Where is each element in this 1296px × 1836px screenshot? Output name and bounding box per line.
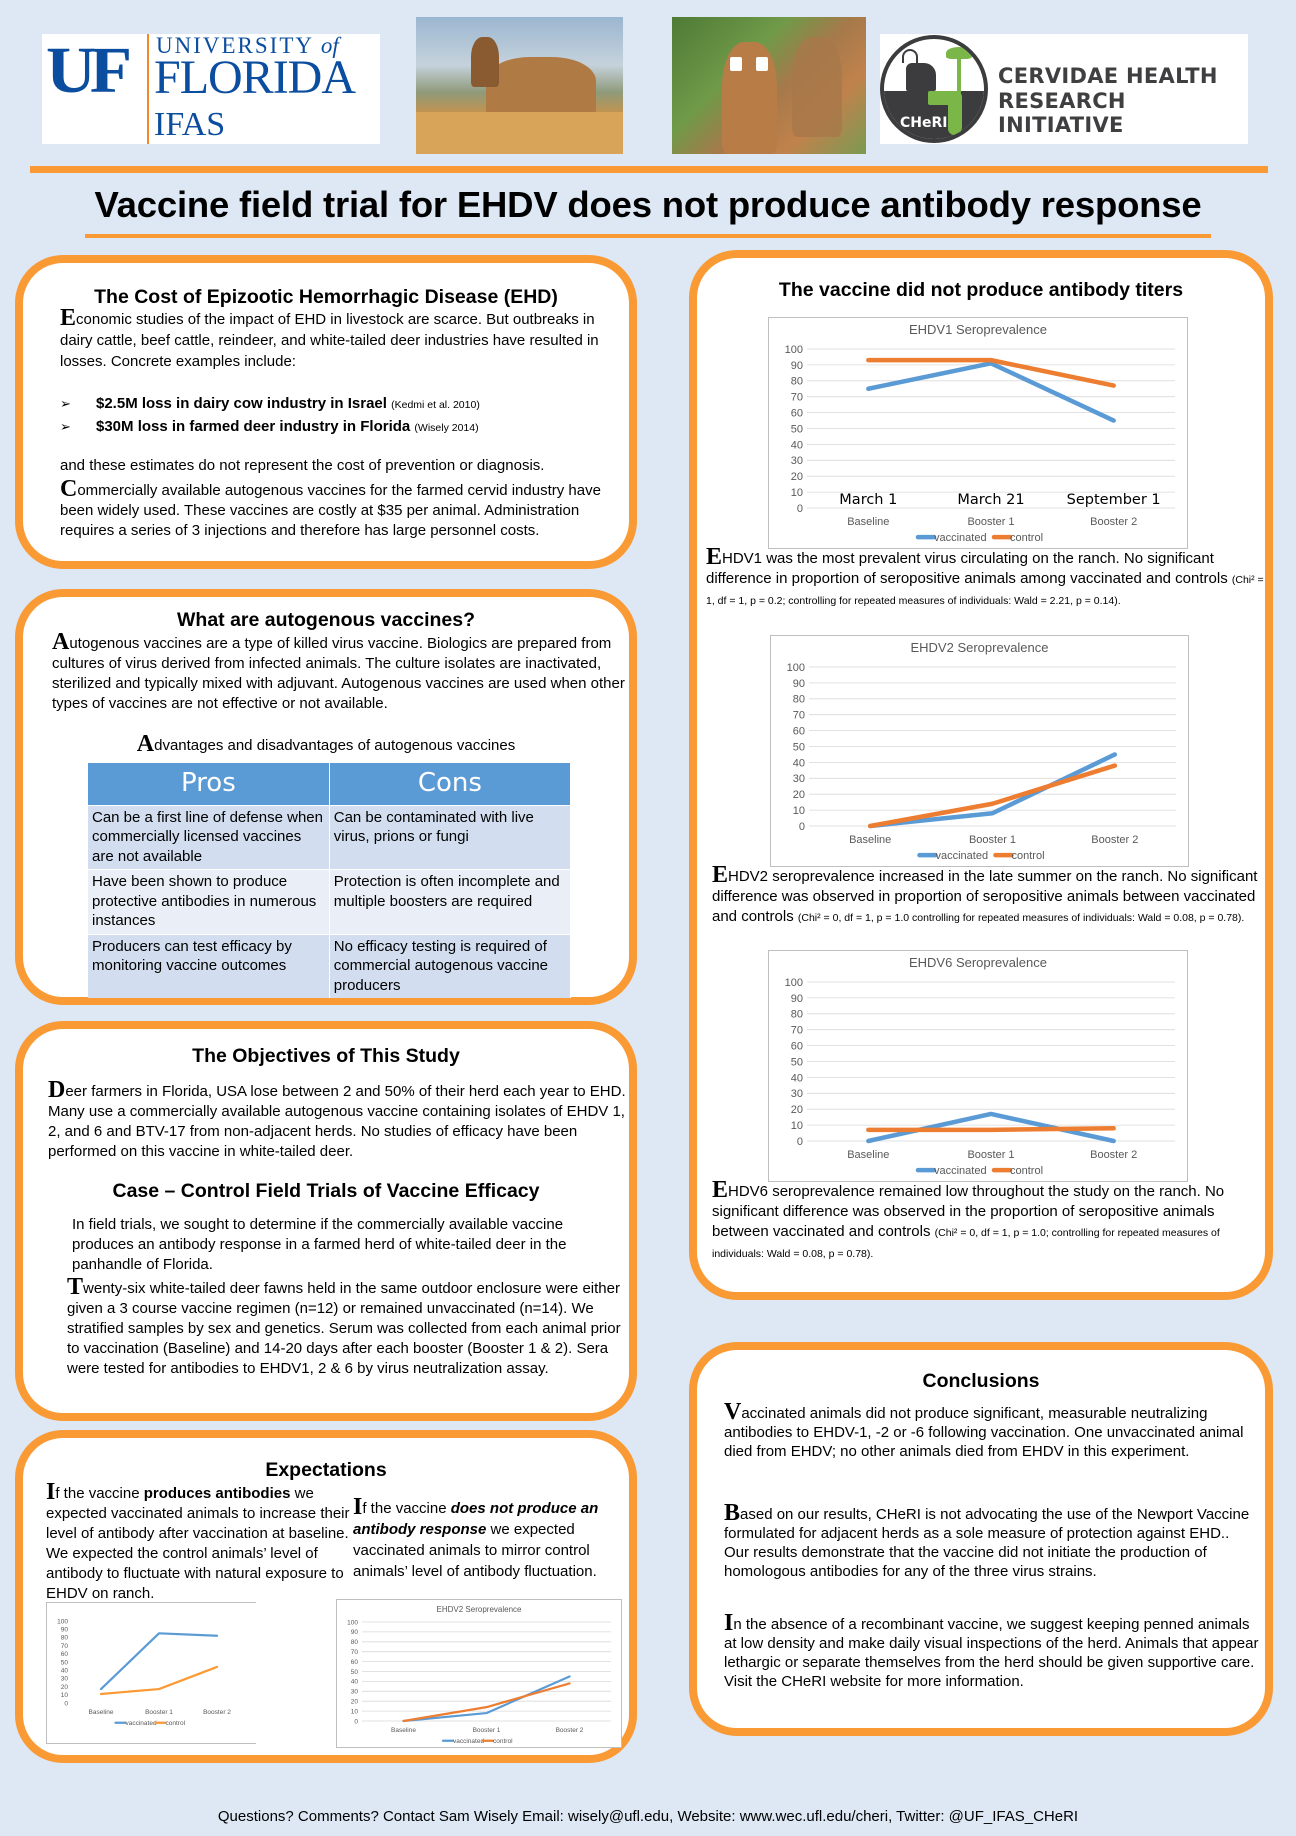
- drop-cap: E: [706, 544, 723, 570]
- x-tick-label: Baseline: [88, 1709, 114, 1716]
- chart-title: EHDV6 Seroprevalence: [908, 955, 1048, 970]
- date-annotation: March 1: [839, 492, 898, 508]
- ehdv1-finding-text: HDV1 was the most prevalent virus circulating on the ranch. No significant difference in proportion of seropositive animals among vaccinated and controls: [706, 550, 1228, 587]
- cost-intro: [60, 305, 600, 372]
- deer-antler-icon: [902, 49, 918, 63]
- panel-title: What are autogenous vaccines?: [177, 609, 475, 631]
- autogenous-description-text: utogenous vaccines are a type of killed virus vaccine. Biologics are prepared from cultures of virus derived from infected animals. The culture isolates are inactivated, sterilized and typically mixed with adjuvant. Autogenous vaccines are used when other types of vaccines are not effective or not available.: [52, 635, 625, 712]
- x-tick-label: Baseline: [849, 834, 892, 846]
- cost-note: and these estimates do not represent the cost of prevention or diagnosis.: [60, 457, 545, 474]
- x-tick-label: Booster 1: [968, 834, 1017, 846]
- expectation-emphasis: produces antibodies: [143, 1485, 291, 1502]
- deer-head-shape: [471, 37, 499, 87]
- y-tick-label: 60: [790, 1040, 803, 1053]
- y-tick-label: 30: [792, 773, 805, 786]
- tagged-fawns-photo: [672, 17, 866, 154]
- conclusion-2: [724, 1500, 1254, 1581]
- list-item: [60, 393, 620, 416]
- y-tick-label: 100: [786, 661, 805, 674]
- y-tick-label: 30: [60, 1675, 68, 1683]
- deer-icon: [906, 63, 936, 91]
- y-tick-label: 10: [790, 486, 803, 499]
- ehdv1-chart: [768, 317, 1188, 549]
- cheri-emblem: [880, 35, 988, 143]
- ehdv2-finding: [712, 862, 1267, 928]
- series-line-control: [404, 1683, 570, 1721]
- y-tick-label: 0: [64, 1700, 68, 1708]
- legend-label-control: control: [1010, 1165, 1044, 1177]
- ehdv6-chart: [768, 950, 1188, 1182]
- cheri-logo: [880, 34, 1248, 144]
- y-tick-label: 0: [798, 820, 805, 833]
- fawn-shape: [792, 37, 842, 137]
- chart-svg: [771, 636, 1188, 866]
- drop-cap: T: [67, 1274, 84, 1300]
- legend-label-vaccinated: vaccinated: [453, 1738, 485, 1745]
- y-tick-label: 40: [790, 1072, 803, 1085]
- ehdv1-finding: [706, 544, 1266, 611]
- y-tick-label: 10: [350, 1708, 358, 1716]
- conclusion-text: ased on our results, CHeRI is not advocating the use of the Newport Vaccine formulated for adjacent herds as a sole measure of protection against EHD.. Our results demonstrate that the vaccine did not initiate the production of homologous antibodies for any of the three virus strains.: [724, 1506, 1250, 1580]
- y-tick-label: 90: [790, 359, 803, 372]
- column-header-pros: Pros: [88, 763, 329, 805]
- y-tick-label: 90: [60, 1626, 68, 1634]
- chart-svg: [47, 1603, 256, 1743]
- citation: (Wisely 2014): [414, 422, 479, 434]
- series-line-vaccinated: [404, 1676, 570, 1721]
- y-tick-label: 100: [784, 343, 803, 356]
- x-tick-label: Baseline: [847, 1149, 890, 1161]
- uf-logo-university-text: UNIVERSITY: [156, 33, 314, 58]
- legend-label-vaccinated: vaccinated: [125, 1720, 157, 1727]
- expectation-text: we expected vaccinated animals to increase their level of antibody after vaccination at baseline. We expected the control animals’ level of antibody to fluctuate with natural exposure to EHDV on ranch.: [46, 1485, 350, 1602]
- ehdv6-finding: [712, 1177, 1272, 1264]
- x-tick-label: Booster 1: [472, 1727, 501, 1734]
- expectation-does-not-produce: [353, 1494, 623, 1582]
- uf-logo-ifas: IFAS: [154, 106, 226, 143]
- table-cell: Producers can test efficacy by monitoring vaccine outcomes: [88, 934, 329, 998]
- y-tick-label: 10: [792, 804, 805, 817]
- y-tick-label: 90: [792, 677, 805, 690]
- conclusions-panel: [689, 1342, 1273, 1736]
- cost-intro-text: conomic studies of the impact of EHD in livestock are scarce. But outbreaks in dairy cattle, beef cattle, reindeer, and white-tailed deer industries have resulted in losses. Concrete examples include:: [60, 311, 599, 370]
- panel-title: The Cost of Epizootic Hemorrhagic Disease (EHD): [94, 286, 558, 308]
- palm-trunk-icon: [957, 53, 961, 93]
- y-tick-label: 0: [354, 1718, 358, 1726]
- cost-vaccines-paragraph: [60, 476, 620, 541]
- y-tick-label: 0: [796, 502, 803, 515]
- loss-amount: $30M loss in farmed deer industry in Florida: [96, 418, 411, 435]
- chart-svg: [769, 951, 1187, 1181]
- x-tick-label: Booster 2: [1090, 1149, 1138, 1161]
- legend-label-vaccinated: vaccinated: [934, 1165, 987, 1177]
- expectation-mirror-chart: [336, 1599, 622, 1748]
- cheri-name-line1: CERVIDAE HEALTH: [998, 64, 1218, 88]
- expectation-text: we expected vaccinated animals to mirror control animals’ level of antibody fluctuation.: [353, 1521, 597, 1580]
- y-tick-label: 40: [60, 1667, 68, 1675]
- header-divider: [30, 166, 1268, 173]
- deer-feeding-photo: [416, 17, 623, 154]
- legend-label-vaccinated: vaccinated: [934, 532, 987, 544]
- drop-cap: I: [46, 1479, 56, 1505]
- series-line-vaccinated: [101, 1633, 217, 1689]
- x-tick-label: Booster 1: [967, 1149, 1015, 1161]
- y-tick-label: 20: [792, 789, 805, 802]
- ehdv6-stats: (Chi² = 0, df = 1, p = 1.0; controlling for repeated measures of individuals: Wald = 0.08, p = 0.78).: [712, 1227, 1220, 1260]
- cost-of-ehd-panel: [15, 255, 637, 569]
- ehdv6-finding-text: HDV6 seroprevalence remained low throughout the study on the ranch. No significant difference was observed in the proportion of seropositive animals between vaccinated and controls: [712, 1183, 1225, 1240]
- y-tick-label: 50: [790, 1056, 803, 1069]
- expectation-produces: [46, 1479, 356, 1604]
- autogenous-description: [52, 629, 652, 714]
- drop-cap: I: [353, 1494, 363, 1520]
- chart-svg: [769, 318, 1187, 548]
- title-underline: [85, 234, 1211, 238]
- table-header-row: [88, 763, 571, 805]
- table-cell: Can be contaminated with live virus, prions or fungi: [329, 805, 570, 870]
- chart-svg: [337, 1600, 621, 1747]
- ear-tag-icon: [756, 57, 768, 71]
- ehdv2-chart: [770, 635, 1189, 867]
- y-tick-label: 90: [790, 992, 803, 1005]
- y-tick-label: 50: [60, 1659, 68, 1667]
- x-tick-label: Baseline: [847, 516, 890, 528]
- objectives-text: eer farmers in Florida, USA lose between 2 and 50% of their herd each year to EHD. Many use a commercially available autogenous vaccine containing isolates of EHDV 1, 2, and 6 and BTV-17 from non-adjacent herds. No studies of efficacy have been performed on this vaccine in white-tailed deer.: [48, 1083, 626, 1160]
- y-tick-label: 50: [350, 1668, 358, 1676]
- objectives-panel: [15, 1021, 637, 1421]
- table-cell: Protection is often incomplete and multiple boosters are required: [329, 870, 570, 935]
- methods-paragraph: [67, 1274, 627, 1379]
- results-panel: [689, 250, 1273, 1300]
- panel-title: Conclusions: [922, 1370, 1040, 1392]
- pros-cons-table: [88, 763, 571, 998]
- expectation-produces-chart: [46, 1602, 256, 1744]
- drop-cap: C: [60, 476, 78, 502]
- loss-amount: $2.5M loss in dairy cow industry in Israel: [96, 395, 387, 412]
- ehdv2-stats: (Chi² = 0, df = 1, p = 1.0 controlling for repeated measures of individuals: Wald = 0.08, p = 0.78).: [797, 912, 1245, 924]
- uf-logo-of: of: [320, 33, 339, 58]
- drop-cap: E: [712, 862, 729, 888]
- y-tick-label: 60: [792, 725, 805, 738]
- deer-body-shape: [486, 57, 596, 117]
- conclusion-text: n the absence of a recombinant vaccine, we suggest keeping penned animals at low density and make daily visual inspections of the herd. Animals that appear lethargic or separate themselves from the herd should be given supportive care. Visit the CHeRI website for more information.: [724, 1616, 1259, 1690]
- table-row: [88, 934, 571, 998]
- contact-footer: Questions? Comments? Contact Sam Wisely Email: wisely@ufl.edu, Website: www.wec.ufl.edu/cheri, Twitter: @UF_IFAS_CHeRI: [217, 1808, 1079, 1825]
- y-tick-label: 90: [350, 1629, 358, 1637]
- y-tick-label: 70: [792, 709, 805, 722]
- y-tick-label: 80: [792, 693, 805, 706]
- y-tick-label: 50: [790, 423, 803, 436]
- chart-title: EHDV2 Seroprevalence: [910, 640, 1049, 655]
- y-tick-label: 20: [790, 471, 803, 484]
- y-tick-label: 20: [790, 1104, 803, 1117]
- y-tick-label: 20: [60, 1683, 68, 1691]
- table-row: [88, 870, 571, 935]
- legend-label-vaccinated: vaccinated: [935, 850, 989, 862]
- list-item: [60, 416, 620, 439]
- panel-title: The vaccine did not produce antibody titers: [778, 279, 1184, 301]
- drop-cap: B: [724, 1500, 741, 1526]
- x-tick-label: Booster 1: [145, 1709, 173, 1716]
- x-tick-label: Baseline: [391, 1727, 416, 1734]
- y-tick-label: 60: [60, 1651, 68, 1659]
- table-cell: Can be a first line of defense when commercially licensed vaccines are not available: [88, 805, 329, 870]
- uf-logo-florida: FLORIDA: [154, 51, 356, 104]
- objectives-paragraph: [48, 1077, 628, 1162]
- x-tick-label: Booster 2: [555, 1727, 584, 1734]
- column-header-cons: Cons: [329, 763, 570, 805]
- panel-title: Expectations: [265, 1459, 387, 1481]
- x-tick-label: Booster 2: [1090, 516, 1138, 528]
- uf-logo-divider: [147, 34, 149, 144]
- y-tick-label: 60: [350, 1658, 358, 1666]
- loss-examples-list: [60, 393, 620, 439]
- drop-cap: E: [60, 305, 77, 331]
- drop-cap: D: [48, 1077, 66, 1103]
- y-tick-label: 0: [796, 1135, 803, 1148]
- legend-label-control: control: [493, 1738, 513, 1745]
- drop-cap: I: [724, 1610, 734, 1636]
- x-tick-label: Booster 2: [203, 1709, 231, 1716]
- expectation-emphasis: does not produce an antibody response: [353, 1500, 599, 1538]
- y-tick-label: 60: [790, 407, 803, 420]
- poster-title: Vaccine field trial for EHDV does not produce antibody response: [94, 184, 1202, 225]
- panel-title: The Objectives of This Study: [192, 1045, 460, 1067]
- y-tick-label: 100: [347, 1619, 358, 1627]
- drop-cap: V: [724, 1399, 742, 1425]
- ehdv2-finding-text: HDV2 seroprevalence increased in the late summer on the ranch. No significant difference was observed in proportion of seropositive animals between vaccinated and controls: [712, 868, 1258, 925]
- florida-peninsula-icon: [948, 97, 962, 135]
- citation: (Kedmi et al. 2010): [391, 399, 480, 411]
- legend-label-control: control: [1010, 532, 1044, 544]
- drop-cap: E: [712, 1177, 729, 1203]
- conclusion-1: [724, 1399, 1254, 1461]
- expectation-text: f the vaccine: [55, 1485, 144, 1502]
- y-tick-label: 80: [60, 1634, 68, 1642]
- expectation-text: f the vaccine: [362, 1500, 451, 1517]
- ehdv1-stats: (Chi² = 1, df = 1, p = 0.2; controlling for repeated measures of individuals: Wald = 2.21, p = 0.14).: [706, 574, 1264, 607]
- y-tick-label: 100: [784, 976, 803, 989]
- y-tick-label: 100: [57, 1618, 68, 1626]
- conclusion-text: accinated animals did not produce significant, measurable neutralizing antibodies to EHDV-1, -2 or -6 following vaccination. One unvaccinated animal died from EHDV; no other animals died from EHDV in this experiment.: [724, 1405, 1244, 1460]
- field-trials-paragraph: In field trials, we sought to determine if the commercially available vaccine produces an antibody response in a farmed herd of white-tailed deer in the panhandle of Florida.: [72, 1216, 567, 1273]
- y-tick-label: 20: [350, 1698, 358, 1706]
- chart-title: EHDV1 Seroprevalence: [908, 322, 1048, 337]
- ear-tag-icon: [730, 57, 742, 71]
- legend-label-control: control: [165, 1720, 186, 1727]
- autogenous-vaccines-panel: [15, 589, 637, 1005]
- cheri-monogram: CHeRI: [900, 115, 948, 131]
- chart-title: EHDV2 Seroprevalence: [436, 1605, 522, 1614]
- series-line-vaccinated: [868, 363, 1113, 420]
- y-tick-label: 70: [60, 1642, 68, 1650]
- y-tick-label: 80: [790, 1008, 803, 1021]
- y-tick-label: 80: [350, 1639, 358, 1647]
- y-tick-label: 30: [790, 455, 803, 468]
- drop-cap: A: [136, 731, 155, 757]
- cheri-name-line2: RESEARCH INITIATIVE: [998, 89, 1126, 137]
- legend-label-control: control: [1011, 850, 1045, 862]
- expectations-panel: [15, 1430, 637, 1763]
- feed-trough-shape: [416, 112, 623, 154]
- series-line-control: [870, 766, 1115, 826]
- panel-subtitle: Case – Control Field Trials of Vaccine Efficacy: [112, 1180, 540, 1202]
- y-tick-label: 80: [790, 375, 803, 388]
- y-tick-label: 50: [792, 741, 805, 754]
- y-tick-label: 10: [60, 1692, 68, 1700]
- conclusion-3: [724, 1610, 1264, 1691]
- series-line-control: [868, 1128, 1113, 1130]
- date-annotation: September 1: [1066, 492, 1161, 508]
- table-row: [88, 805, 571, 870]
- table-cell: Have been shown to produce protective antibodies in numerous instances: [88, 870, 329, 935]
- y-tick-label: 40: [350, 1678, 358, 1686]
- table-cell: No efficacy testing is required of commercial autogenous vaccine producers: [329, 934, 570, 998]
- y-tick-label: 30: [350, 1688, 358, 1696]
- y-tick-label: 30: [790, 1088, 803, 1101]
- y-tick-label: 70: [790, 1024, 803, 1037]
- cost-vaccines-text: ommercially available autogenous vaccines for the farmed cervid industry have been widely used. These vaccines are costly at $35 per animal. Administration requires a series of 3 injections and therefore has large personnel costs.: [60, 482, 601, 539]
- series-line-vaccinated: [870, 754, 1115, 826]
- x-tick-label: Booster 2: [1091, 834, 1139, 846]
- uf-ifas-logo: [42, 34, 380, 144]
- uf-logo-mark: UF: [46, 34, 126, 107]
- y-tick-label: 70: [350, 1648, 358, 1656]
- date-annotation: March 21: [957, 492, 1025, 508]
- y-tick-label: 10: [790, 1119, 803, 1132]
- y-tick-label: 70: [790, 391, 803, 404]
- x-tick-label: Booster 1: [967, 516, 1015, 528]
- table-caption: [23, 731, 629, 757]
- methods-text: wenty-six white-tailed deer fawns held in the same outdoor enclosure were either given a 3 course vaccine regimen (n=12) or remained unvaccinated (n=14). We stratified samples by sex and genetics. Serum was collected from each animal prior to vaccination (Baseline) and 14-20 days after each booster (Booster 1 & 2). Sera were tested for antibodies to EHDV1, 2 & 6 by virus neutralization assay.: [67, 1280, 621, 1377]
- drop-cap: A: [52, 629, 70, 655]
- y-tick-label: 40: [790, 439, 803, 452]
- table-caption-text: dvantages and disadvantages of autogenous vaccines: [154, 737, 516, 754]
- y-tick-label: 40: [792, 757, 805, 770]
